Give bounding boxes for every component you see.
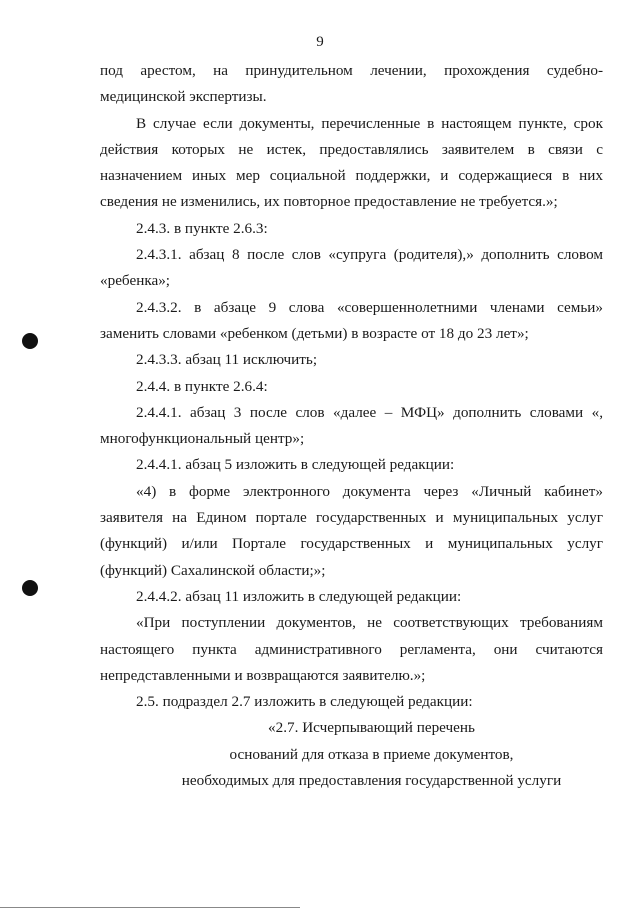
paragraph: «4) в форме электронного документа через «Личный кабинет» заявителя на Едином портале государственных и муниципальных услуг (функций) и/или Портале государственных и муниципальных услуг (функций) Сахалинской области;»; (100, 482, 603, 579)
heading-line: оснований для отказа в приеме документов, (229, 745, 514, 763)
heading-line: «2.7. Исчерпывающий перечень (268, 719, 475, 737)
heading-line: необходимых для предоставления государственной услуги (181, 772, 562, 790)
paragraph: 2.4.4.1. абзац 5 изложить в следующей редакции: (136, 456, 455, 474)
document-body (100, 58, 603, 794)
paragraph: 2.4.3.3. абзац 11 исключить; (136, 351, 318, 369)
paragraph: 2.4.4. в пункте 2.6.4: (136, 377, 268, 395)
punch-hole-mark (22, 580, 38, 596)
scan-edge-line (0, 907, 300, 908)
section-heading (100, 715, 603, 794)
paragraph: 2.4.3. в пункте 2.6.3: (136, 219, 268, 237)
paragraph: 2.4.3.1. абзац 8 после слов «супруга (родителя),» дополнить словом «ребенка»; (100, 246, 603, 290)
paragraph: В случае если документы, перечисленные в настоящем пункте, срок действия которых не истек, предоставлялись заявителем в связи с назначением иных мер социальной поддержки, и содержащиеся в них сведения не изменились, их повторное предоставление не требуется.»; (100, 114, 603, 211)
paragraph: под арестом, на принудительном лечении, прохождения судебно-медицинской экспертизы. (100, 62, 603, 106)
paragraph: 2.5. подраздел 2.7 изложить в следующей редакции: (136, 693, 473, 711)
punch-hole-mark (22, 333, 38, 349)
paragraph: 2.4.4.1. абзац 3 после слов «далее – МФЦ» дополнить словами «, многофункциональный центр»; (100, 403, 603, 448)
paragraph: 2.4.3.2. в абзаце 9 слова «совершеннолетними членами семьи» заменить словами «ребенком (детьми) в возрасте от 18 до 23 лет»; (100, 298, 603, 342)
page-number: 9 (316, 34, 324, 50)
paragraph: 2.4.4.2. абзац 11 изложить в следующей редакции: (136, 587, 462, 605)
paragraph: «При поступлении документов, не соответствующих требованиям настоящего пункта административного регламента, они считаются непредставленными и возвращаются заявителю.»; (100, 614, 603, 684)
